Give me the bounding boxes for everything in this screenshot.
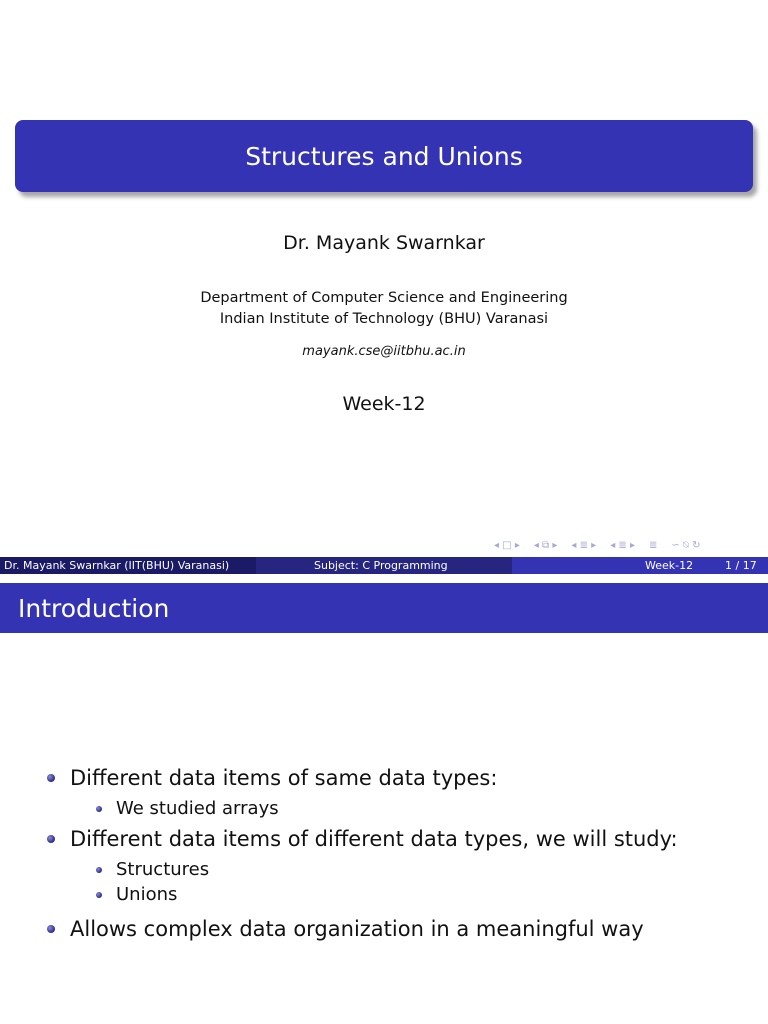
author-name: Dr. Mayank Swarnkar	[283, 232, 485, 254]
bullet-icon	[96, 867, 102, 873]
list-item	[47, 827, 678, 851]
list-item-text: Different data items of different data types, we will study:	[70, 827, 678, 851]
list-item	[96, 859, 209, 880]
list-item-text: Structures	[116, 859, 210, 880]
bullet-icon	[47, 925, 55, 933]
list-item	[96, 884, 177, 905]
frame-title-text: Introduction	[18, 593, 170, 623]
list-item-text: Allows complex data organization in a meaningful way	[70, 917, 644, 941]
list-item-text: We studied arrays	[116, 798, 279, 819]
subsection-nav-icon[interactable]: ◂ ≣ ▸	[571, 539, 597, 551]
footline-page-number: 1 / 17	[725, 559, 757, 572]
footline-author: Dr. Mayank Swarnkar (IIT(BHU) Varanasi)	[0, 557, 256, 574]
footline-right	[512, 557, 768, 574]
department-name: Department of Computer Science and Engineering	[200, 290, 568, 306]
footline-subject: Subject: C Programming	[256, 557, 512, 574]
frame-nav-icon[interactable]: ◂ ⧉ ▸	[533, 539, 558, 551]
list-item	[47, 917, 644, 941]
list-item-text: Unions	[116, 884, 178, 905]
bullet-icon	[47, 774, 55, 782]
footline	[0, 557, 768, 574]
footline-week: Week-12	[645, 559, 694, 572]
list-item	[96, 798, 279, 819]
align-nav-icon[interactable]: ≣	[648, 539, 658, 551]
title-box	[15, 120, 753, 192]
slide-nav-icon[interactable]: ◂ □ ▸	[494, 539, 520, 551]
list-item	[47, 766, 497, 790]
navigation-bar	[494, 538, 700, 552]
list-item-text: Different data items of same data types:	[70, 766, 498, 790]
bullet-icon	[96, 806, 102, 812]
section-nav-icon[interactable]: ◂ ≣ ▸	[610, 539, 635, 551]
institute-name: Indian Institute of Technology (BHU) Varanasi	[219, 311, 549, 327]
search-nav-icon[interactable]: ∽ ⍉ ↻	[671, 539, 701, 551]
week-label: Week-12	[342, 393, 426, 415]
presentation-title: Structures and Unions	[245, 141, 523, 171]
bullet-icon	[96, 892, 102, 898]
author-email: mayank.cse@iitbhu.ac.in	[302, 344, 466, 359]
frame-title	[0, 583, 768, 633]
bullet-icon	[47, 835, 55, 843]
